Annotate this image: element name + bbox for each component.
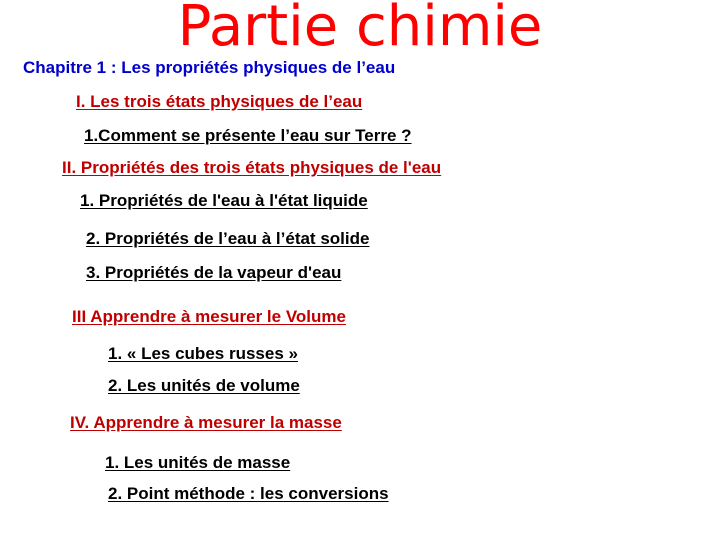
chapter-heading: Chapitre 1 : Les propriétés physiques de l’eau bbox=[23, 58, 396, 77]
section-3-item-1: 1. « Les cubes russes » bbox=[108, 344, 298, 363]
section-2-item-1: 1. Propriétés de l'eau à l'état liquide bbox=[80, 191, 368, 210]
section-4-heading: IV. Apprendre à mesurer la masse bbox=[70, 413, 342, 432]
section-4-item-2: 2. Point méthode : les conversions bbox=[108, 484, 389, 503]
section-1-item-1: 1.Comment se présente l’eau sur Terre ? bbox=[84, 126, 412, 145]
section-3-heading: III Apprendre à mesurer le Volume bbox=[72, 307, 346, 326]
page-title: Partie chimie bbox=[177, 0, 543, 59]
section-2-heading: II. Propriétés des trois états physiques de l'eau bbox=[62, 158, 442, 177]
section-2-item-3: 3. Propriétés de la vapeur d'eau bbox=[86, 263, 342, 282]
section-2-item-2: 2. Propriétés de l’eau à l’état solide bbox=[86, 229, 370, 248]
section-3-item-2: 2. Les unités de volume bbox=[108, 376, 300, 395]
section-4-item-1: 1. Les unités de masse bbox=[105, 453, 291, 472]
section-1-heading: I. Les trois états physiques de l’eau bbox=[76, 92, 363, 111]
